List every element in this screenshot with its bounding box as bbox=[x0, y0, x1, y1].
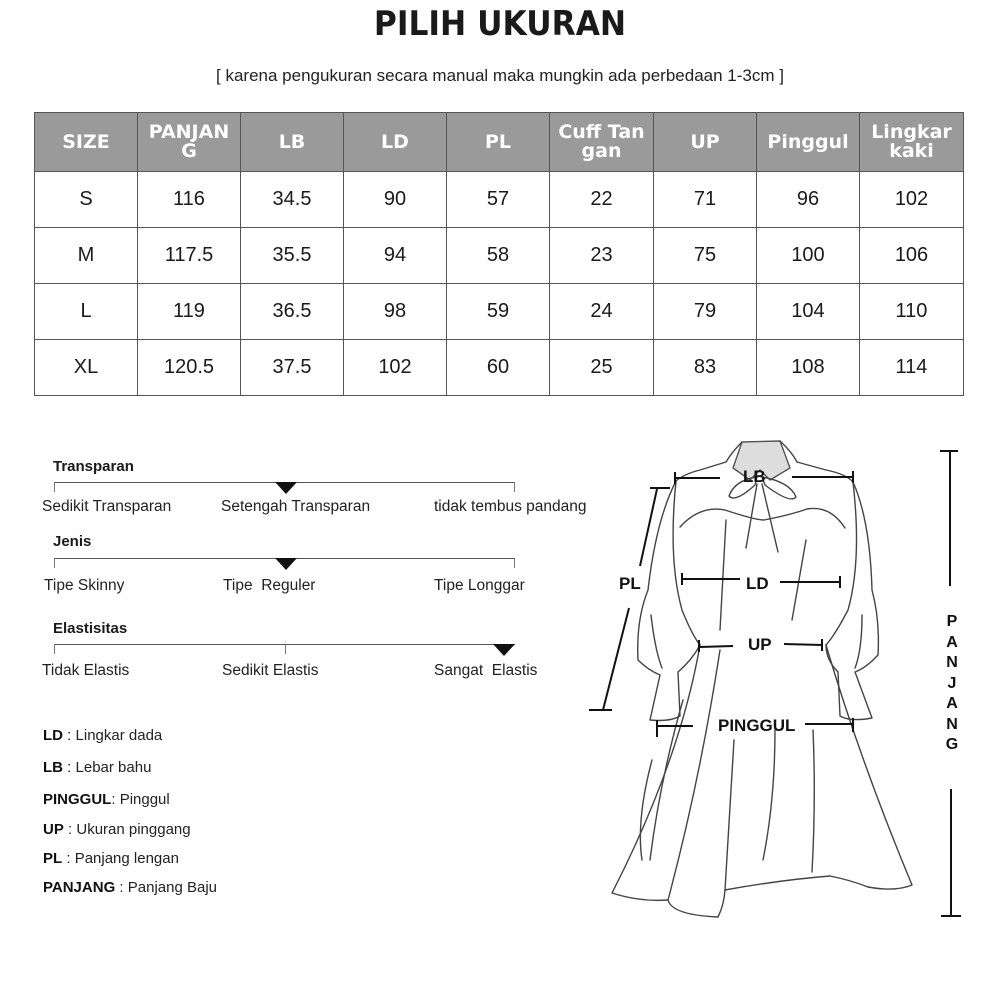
cell-size: L bbox=[35, 284, 138, 340]
legend-desc: Pinggul bbox=[119, 791, 170, 808]
column-header-pinggul: Pinggul bbox=[757, 113, 860, 172]
cell-lingkar-kaki: 114 bbox=[860, 340, 964, 396]
cell-cuff-tangan: 25 bbox=[550, 340, 654, 396]
legend-desc: Lebar bahu bbox=[75, 759, 152, 776]
cell-lingkar-kaki: 110 bbox=[860, 284, 964, 340]
cell-ld: 98 bbox=[344, 284, 447, 340]
legend-desc: Panjang Baju bbox=[127, 879, 217, 896]
cell-lingkar-kaki: 106 bbox=[860, 228, 964, 284]
scale-option: Tidak Elastis bbox=[42, 662, 130, 679]
label-pinggul: PINGGUL bbox=[718, 716, 796, 735]
cell-cuff-tangan: 24 bbox=[550, 284, 654, 340]
cell-pinggul: 108 bbox=[757, 340, 860, 396]
cell-lingkar-kaki: 102 bbox=[860, 172, 964, 228]
scale-option: Tipe Skinny bbox=[44, 577, 125, 594]
cell-pinggul: 104 bbox=[757, 284, 860, 340]
column-header-panjang: PANJAN G bbox=[138, 113, 241, 172]
scale-label: Elastisitas bbox=[53, 620, 128, 637]
page-title: PILIH UKURAN bbox=[373, 4, 627, 44]
scale-option-selected: Setengah Transparan bbox=[221, 498, 371, 515]
legend-abbr: UP bbox=[43, 821, 64, 838]
cell-pl: 58 bbox=[447, 228, 550, 284]
scale-option: Sedikit Transparan bbox=[42, 498, 172, 515]
column-header-lb: LB bbox=[241, 113, 344, 172]
cell-lb: 35.5 bbox=[241, 228, 344, 284]
legend-sep: : bbox=[63, 821, 77, 838]
legend-desc: Ukuran pinggang bbox=[76, 821, 191, 838]
column-header-up: UP bbox=[654, 113, 757, 172]
cell-ld: 94 bbox=[344, 228, 447, 284]
cell-cuff-tangan: 23 bbox=[550, 228, 654, 284]
label-panjang: P A N J A N G bbox=[945, 613, 959, 753]
column-header-lingkar-kaki: Lingkar kaki bbox=[860, 113, 964, 172]
cell-pinggul: 96 bbox=[757, 172, 860, 228]
scale-option-selected: Sangat Elastis bbox=[434, 662, 538, 679]
legend-sep: : bbox=[63, 727, 76, 744]
legend-sep: : bbox=[62, 850, 75, 867]
column-header-pl: PL bbox=[447, 113, 550, 172]
cell-pl: 59 bbox=[447, 284, 550, 340]
column-header-ld: LD bbox=[344, 113, 447, 172]
cell-cuff-tangan: 22 bbox=[550, 172, 654, 228]
scale-option: Tipe Longgar bbox=[434, 577, 525, 594]
label-lb: LB bbox=[743, 467, 766, 486]
legend-abbr: PINGGUL bbox=[43, 791, 112, 808]
scale-option: tidak tembus pandang bbox=[434, 498, 587, 515]
label-pl: PL bbox=[619, 574, 641, 593]
cell-panjang: 116 bbox=[138, 172, 241, 228]
cell-up: 71 bbox=[654, 172, 757, 228]
legend-abbr: PANJANG bbox=[43, 879, 116, 896]
cell-panjang: 117.5 bbox=[138, 228, 241, 284]
cell-pl: 60 bbox=[447, 340, 550, 396]
scale-label: Jenis bbox=[53, 533, 92, 550]
scale-label: Transparan bbox=[53, 458, 134, 475]
cell-lb: 37.5 bbox=[241, 340, 344, 396]
cell-up: 83 bbox=[654, 340, 757, 396]
cell-ld: 102 bbox=[344, 340, 447, 396]
scale-option-selected: Tipe Reguler bbox=[223, 577, 316, 594]
cell-size: XL bbox=[35, 340, 138, 396]
legend-sep: : bbox=[63, 759, 76, 776]
legend-abbr: LD bbox=[43, 727, 63, 744]
column-header-size: SIZE bbox=[35, 113, 138, 172]
cell-pl: 57 bbox=[447, 172, 550, 228]
cell-up: 75 bbox=[654, 228, 757, 284]
cell-size: M bbox=[35, 228, 138, 284]
cell-pinggul: 100 bbox=[757, 228, 860, 284]
legend-abbr: PL bbox=[43, 850, 63, 867]
legend-sep: : bbox=[115, 879, 128, 896]
column-header-cuff-tangan: Cuff Tan gan bbox=[550, 113, 654, 172]
label-up: UP bbox=[748, 635, 772, 654]
label-ld: LD bbox=[746, 574, 769, 593]
legend-abbr: LB bbox=[43, 759, 63, 776]
page-subtitle: [ karena pengukuran secara manual maka mungkin ada perbedaan 1-3cm ] bbox=[216, 66, 784, 85]
cell-ld: 90 bbox=[344, 172, 447, 228]
legend-sep: : bbox=[111, 791, 120, 808]
legend-desc: Lingkar dada bbox=[75, 727, 163, 744]
cell-panjang: 119 bbox=[138, 284, 241, 340]
cell-up: 79 bbox=[654, 284, 757, 340]
cell-lb: 36.5 bbox=[241, 284, 344, 340]
legend-desc: Panjang lengan bbox=[74, 850, 179, 867]
cell-panjang: 120.5 bbox=[138, 340, 241, 396]
cell-size: S bbox=[35, 172, 138, 228]
cell-lb: 34.5 bbox=[241, 172, 344, 228]
scale-option: Sedikit Elastis bbox=[222, 662, 319, 679]
